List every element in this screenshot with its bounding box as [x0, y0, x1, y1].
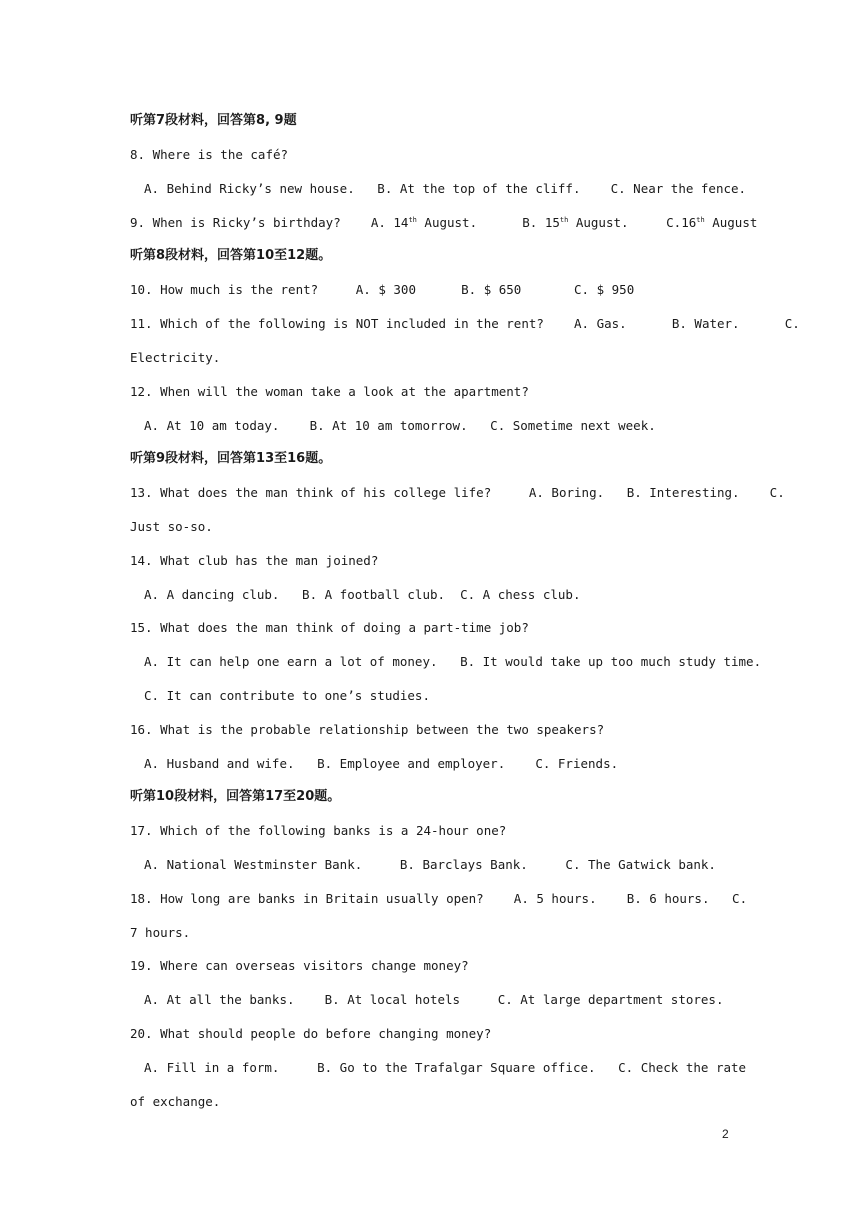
question-20-options: A. Fill in a form. B. Go to the Trafalgar Square office. C. Check the rate [144, 1060, 747, 1075]
question-16-stem: 16. What is the probable relationship between the two speakers? [130, 722, 605, 737]
section-heading-7: 听第7段材料，回答第8, 9题 [130, 113, 297, 128]
section-heading-8: 听第8段材料，回答第10至12题。 [130, 248, 332, 263]
question-8-stem: 8. Where is the café? [130, 147, 289, 162]
question-9 [130, 213, 757, 233]
question-16-options: A. Husband and wife. B. Employee and employer. C. Friends. [144, 756, 619, 771]
question-13: 13. What does the man think of his college life? A. Boring. B. Interesting. C. [130, 485, 785, 500]
question-13-continuation: Just so-so. [130, 519, 213, 534]
question-9-option-b: August. B. 15 [416, 215, 560, 230]
question-14-stem: 14. What club has the man joined? [130, 553, 379, 568]
question-19-options: A. At all the banks. B. At local hotels C. At large department stores. [144, 992, 724, 1007]
page-number: 2 [722, 1127, 729, 1141]
question-17-stem: 17. Which of the following banks is a 24-hour one? [130, 823, 507, 838]
section-heading-9: 听第9段材料，回答第13至16题。 [130, 451, 332, 466]
question-14-options: A. A dancing club. B. A football club. C. A chess club. [144, 587, 581, 602]
question-11: 11. Which of the following is NOT included in the rent? A. Gas. B. Water. C. [130, 316, 800, 331]
question-12-options: A. At 10 am today. B. At 10 am tomorrow. C. Sometime next week. [144, 418, 656, 433]
question-15-stem: 15. What does the man think of doing a part-time job? [130, 620, 529, 635]
question-9-tail: August [704, 215, 758, 230]
question-9-option-c: August. C.16 [568, 215, 697, 230]
ordinal-suffix: th [559, 215, 569, 224]
question-17-options: A. National Westminster Bank. B. Barclays Bank. C. The Gatwick bank. [144, 857, 716, 872]
question-20-stem: 20. What should people do before changing money? [130, 1026, 492, 1041]
question-11-continuation: Electricity. [130, 350, 221, 365]
question-9-stem: 9. When is Ricky’s birthday? A. 14 [130, 215, 409, 230]
question-18-continuation: 7 hours. [130, 925, 191, 940]
ordinal-suffix: th [696, 215, 705, 224]
question-15-options: A. It can help one earn a lot of money. B. It would take up too much study time. [144, 654, 762, 669]
question-20-continuation: of exchange. [130, 1094, 221, 1109]
section-heading-10: 听第10段材料，回答第17至20题。 [130, 789, 341, 804]
question-15-options-continued: C. It can contribute to one’s studies. [144, 688, 430, 703]
question-18: 18. How long are banks in Britain usually open? A. 5 hours. B. 6 hours. C. [130, 891, 748, 906]
question-12-stem: 12. When will the woman take a look at the apartment? [130, 384, 529, 399]
question-19-stem: 19. Where can overseas visitors change money? [130, 958, 469, 973]
question-10: 10. How much is the rent? A. $ 300 B. $ 650 C. $ 950 [130, 282, 635, 297]
ordinal-suffix: th [408, 215, 417, 224]
question-8-options: A. Behind Ricky’s new house. B. At the top of the cliff. C. Near the fence. [144, 181, 747, 196]
